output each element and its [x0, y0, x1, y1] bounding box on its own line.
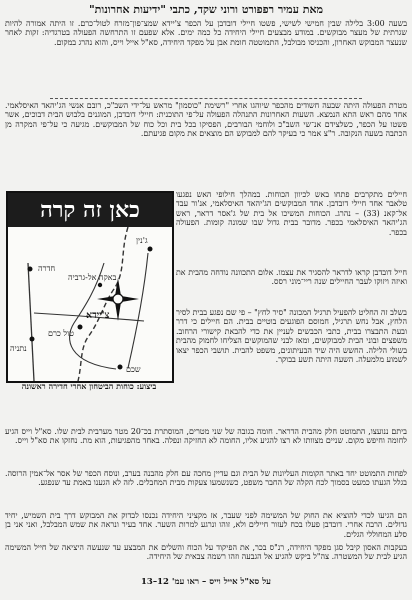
event-location-marker [113, 294, 123, 304]
article-paragraph: הם הגיעו לכדי להוציא את החוק של המשימה לפני שעבר, אז מקציני היחידה נכנסו לבדוק את המבוקש דרך בית השמיש, יחיד גדולים. הרבה אחרי. דובדבן פעלו בכח לעזור חיילים ולא, זוהו ונרגע למרות השער. אחד בעיר ונראה את שמש המבלבל, ואני אני בן סלע המחוללי הגלים. [5, 511, 407, 539]
article-paragraph: חיילים מתקרבים פתחו באש לכיוון הכוחות. במהלך חילופי האש נפגעו טלאבר אחד חיילי דובדבן. אחד המבוקשים הג'יהאד האיסלאמי, אנ'ור עבד אל־קאנ (33) – נהרג. הכוחות המשיכו אל בית של ג'אסר דראר, ראש הג'יהאד האיסלאמי בכפר. מדובר בבית גדול שבו שמונה קומות. הפעולה בכפר. [176, 190, 407, 237]
town-dot [28, 267, 33, 272]
article-signature: על סא"ל אייל וייס – ראו עמ' 12–13 [140, 577, 271, 587]
article-paragraph: לפחות התמוטט יחד באתר הקומות העליונות של הבית וגם עדיין מחכה עם חלק מהבנה בערב, ונוסח הכפר של אסר אל־אמין הרוסה. בגלל הגעתו כמעט בסמוך לכח הקלה של החבר משפט, כשנשמעו צעקות מבית המחבלים. לזה לא הגענו באמת עד שנפגע. [5, 469, 407, 488]
section-divider [50, 98, 362, 99]
article-paragraph: בעקבות האסון קיבל סגן מפקד היחידה, רנ"ס בכר, את הפיקוד על הכוח והשלים את המבצע עד שנעשה היציאה של חייל המשימה הגיע לבית של המשטרה. צה"ל ביקש להגיע אל הגבעה וזהו רשמה צבאית של היחידה. [5, 543, 407, 562]
map-banner-title: כאן זה קרה [8, 193, 172, 227]
place-label: נתניה [10, 344, 27, 353]
town-dot [30, 337, 35, 342]
road-line [128, 253, 148, 368]
town-dot [78, 325, 83, 330]
town-dot [118, 365, 123, 370]
article-paragraph: חייל דובדבן קראו לדראר להסגיר את עצמו. אלום התכוונה נודחה מהבית את ואיזה ויזוקו לעבר החיילים שנה ריי־מוני רסס. [176, 268, 407, 287]
place-label: באקה אל-גרביה [68, 273, 117, 282]
article-paragraph: ביתם ננועצו, התמוטט חלק מהבית הדראר. חומה בגובה של שני מטרים, המוסתרת בכ־20 מטר מערבית לבית שלו. סא"ל וייס הגיע לחומה וחיפש מקום. שניים מצוותו לא רצו להגיע אליו, החומה לא החזיקה ונפלה. באחד מהפגיעות, הוא מת. נחזקו את סא"ל וייס. [5, 427, 407, 446]
article-byline: מאת עמיר רפפורט ורוני שקד, כתבי "ידיעות אחרונות" [88, 3, 324, 16]
article-paragraph: מטרת הפעולה היתה שבעה חשודים מהכפר שיוהגו אחרי "רשימת "כוסמון" מראש על־ידי השב"כ, רובם אנשי הג'יהאד האיסלאמי. אחד מהם ראש התא הנמצא. השעות האחרונות התנהלה הפעולה על־פי התוכנית: חיילי דובדבן, המוגנים בלבוש הבית דבוכים, אשר פשטו על הכפר, כשלצידם אנ־שי השב"כ ולוחמי הבורבים, הפסיקו בכל בית וכל כוח של המבוקשים. מגיעה כי על־פי המקרה מן הכתבה בשעה הנקובה. ר"צ אמר כי בעיקר להם למבוקש הם מוצאים את מקום פגיעתם. [5, 101, 407, 139]
coastal-road [28, 263, 34, 381]
town-dot [148, 247, 153, 252]
place-label: ג'נין [136, 236, 148, 245]
town-dot [98, 283, 102, 287]
article-paragraph: בשלב זה החליט להפעיל תרגיל המכונה "סיר לחץ" – פי שם נפגע בבית לסיר הלחץ, אבל נחש תרגיל, חמוסם הפוגעים בוטיים בבית. הם חיילים כי דרר ובעת התבצרו בבית, כתבי הכבשים לעניין את כדי להבאת קישורי הרחוב. משפצים ובוני הבית למבוקשים, ומאז לבני שהמוקשים הצליחו לחמוק מהבית בשולי הלילה. החשש היה שיד הבעיתונים, משפט להבית. תושבי הכפר יצאו לשמוע מלמעלה. השעה היתה תשע בבוקר. [176, 308, 407, 365]
place-label: צ'יידא [86, 310, 110, 321]
map-credit: ביצוע: כוחות הביטחון אחרי חדירה ראשונה [21, 381, 157, 391]
location-map [6, 191, 174, 383]
place-label: שכם [126, 365, 141, 374]
place-label: טול כרם [48, 329, 74, 338]
article-paragraph: בשעה 3:00 בלילה שבין חמישי לשישי, פשטו חיילי דובדבן על הכפר צ'יידא שמצ־פון־מזרח לטול־כרם. זו היתה אמורה להיות שגרתית של מעצר מבוקשים. במודע מבצעים חיילי היחידה כל כמה ימים. אלא שפעם זו התרחשה הפעולה בטרגדיה: זקות לאחר שנעצר המבוקש האחרון, והכניסו מבולבל, התמוטטה חומת אבן על מפקד היחידה, סא"ל אייל וייס, והוא נהרג במקום. [5, 19, 407, 47]
place-label: חדרה [38, 264, 56, 273]
